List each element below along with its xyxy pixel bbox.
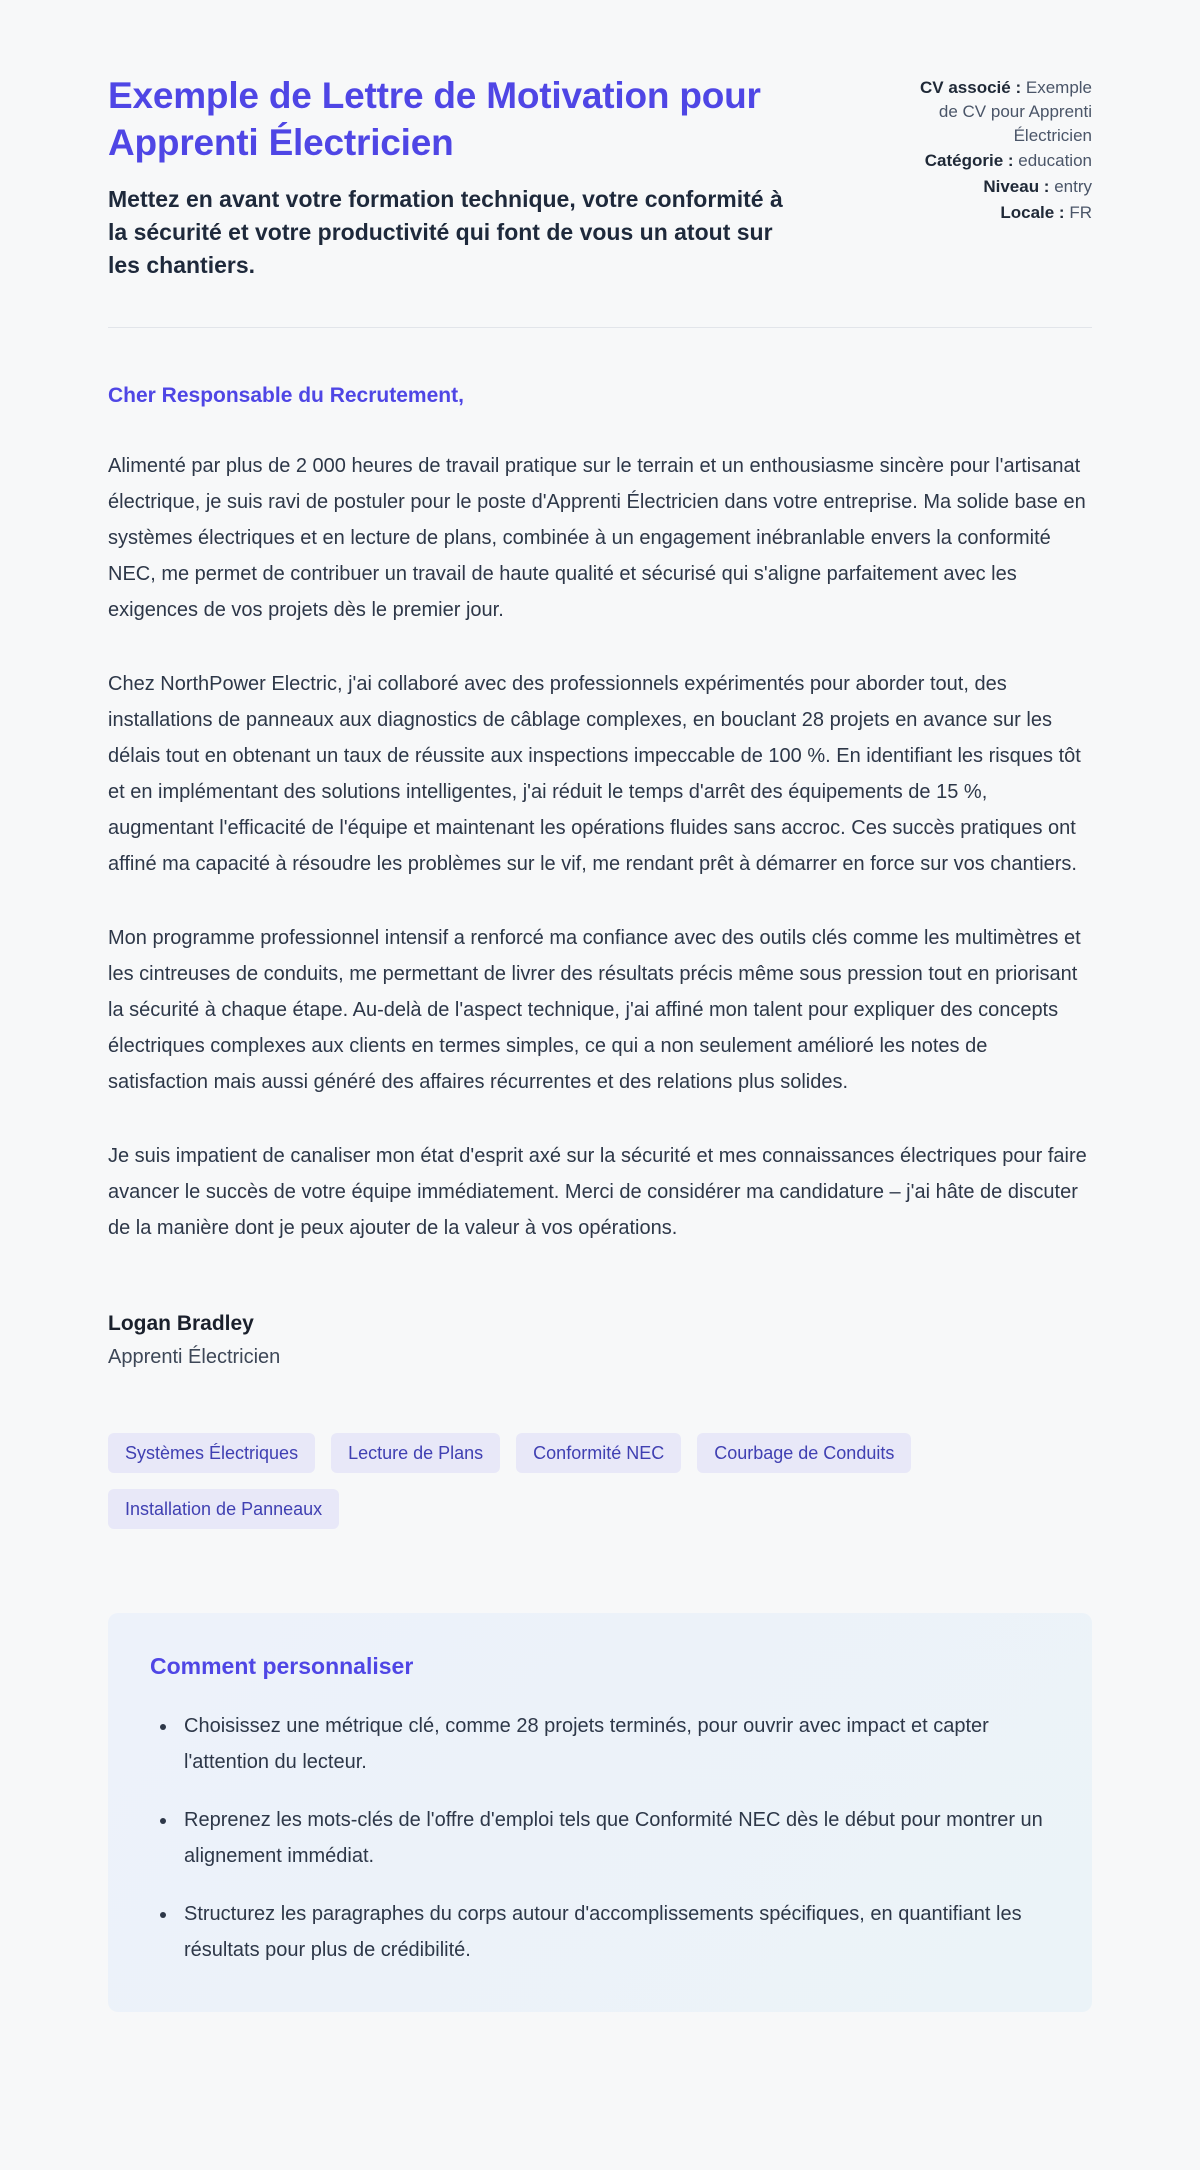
skill-tags xyxy=(108,1433,1008,1529)
tips-title: Comment personnaliser xyxy=(150,1652,414,1679)
header xyxy=(108,72,1092,283)
letter-paragraph-4: Je suis impatient de canaliser mon état d'esprit axé sur la sécurité et mes connaissances électriques pour faire avancer le succès de votre équipe immédiatement. Merci de considérer ma candidature – j'ai hâte de discuter de la manière dont je peux ajouter de la valeur à vos opérations. xyxy=(108,1144,1087,1239)
meta-locale-label: Locale : xyxy=(1000,202,1065,222)
customization-tips-box xyxy=(108,1613,1092,2012)
skill-tag-conduit-bending[interactable]: Courbage de Conduits xyxy=(697,1433,911,1473)
signature-role: Apprenti Électricien xyxy=(108,1345,281,1368)
letter-body xyxy=(108,384,1092,2012)
meta-locale xyxy=(914,201,1092,225)
header-title-block xyxy=(108,72,808,283)
signature-block xyxy=(108,1312,1092,1369)
tips-list xyxy=(150,1708,1050,1968)
letter-paragraph-3: Mon programme professionnel intensif a renforcé ma confiance avec des outils clés comme les multimètres et les cintreuses de conduits, me permettant de livrer des résultats précis même sous pression tout en priorisant la sécurité à chaque étape. Au-delà de l'aspect technique, j'ai affiné mon talent pour expliquer des concepts électriques complexes aux clients en termes simples, ce qui a non seulement amélioré les notes de satisfaction mais aussi généré des affaires récurrentes et des relations plus solides. xyxy=(108,926,1081,1093)
meta-level-value: entry xyxy=(1054,177,1092,197)
page-title: Exemple de Lettre de Motivation pour Apprenti Électricien xyxy=(108,75,761,164)
tip-item-2: • Reprenez les mots-clés de l'offre d'emploi tels que Conformité NEC dès le début pour montrer un alignement immédiat. xyxy=(178,1802,1050,1874)
page-subtitle: Mettez en avant votre formation technique, votre conformité à la sécurité et votre productivité qui font de vous un atout sur les chantiers. xyxy=(108,185,783,279)
meta-locale-value: FR xyxy=(1069,202,1092,222)
meta-level xyxy=(914,175,1092,199)
meta-associated-cv xyxy=(914,76,1092,147)
meta-cv-value: Exemple de CV pour Apprenti Électricien xyxy=(938,78,1092,145)
meta-cv-label: CV associé : xyxy=(920,78,1022,97)
meta-panel xyxy=(914,72,1092,227)
skill-tag-blueprint-reading[interactable]: Lecture de Plans xyxy=(331,1433,500,1473)
header-divider xyxy=(108,327,1092,328)
meta-category-label: Catégorie : xyxy=(924,151,1014,171)
skill-tag-nec-compliance[interactable]: Conformité NEC xyxy=(516,1433,681,1473)
skill-tag-electrical-systems[interactable]: Systèmes Électriques xyxy=(108,1433,315,1473)
tip-item-1: • Choisissez une métrique clé, comme 28 projets terminés, pour ouvrir avec impact et capter l'attention du lecteur. xyxy=(178,1708,1050,1780)
signature-name: Logan Bradley xyxy=(108,1311,254,1335)
letter-paragraph-2: Chez NorthPower Electric, j'ai collaboré avec des professionnels expérimentés pour aborder tout, des installations de panneaux aux diagnostics de câblage complexes, en bouclant 28 projets en avance sur les délais tout en obtenant un taux de réussite aux inspections impeccable de 100 %. En identifiant les risques tôt et en implémentant des solutions intelligentes, j'ai réduit le temps d'arrêt des équipements de 15 %, augmentant l'efficacité de l'équipe et maintenant les opérations fluides sans accroc. Ces succès pratiques ont affiné ma capacité à résoudre les problèmes sur le vif, me rendant prêt à démarrer en force sur vos chantiers. xyxy=(108,672,1081,875)
meta-level-label: Niveau : xyxy=(983,177,1050,197)
letter-paragraph-1: Alimenté par plus de 2 000 heures de travail pratique sur le terrain et un enthousiasme sincère pour l'artisanat électrique, je suis ravi de postuler pour le poste d'Apprenti Électricien dans votre entreprise. Ma solide base en systèmes électriques et en lecture de plans, combinée à un engagement inébranlable envers la conformité NEC, me permet de contribuer un travail de haute qualité et sécurisé qui s'aligne parfaitement avec les exigences de vos projets dès le premier jour. xyxy=(108,454,1086,621)
meta-category xyxy=(914,149,1092,173)
letter-salutation: Cher Responsable du Recrutement, xyxy=(108,383,464,407)
meta-category-value: education xyxy=(1018,151,1092,171)
tip-item-3: • Structurez les paragraphes du corps autour d'accomplissements spécifiques, en quantifiant les résultats pour plus de crédibilité. xyxy=(178,1896,1050,1968)
skill-tag-panel-installation[interactable]: Installation de Panneaux xyxy=(108,1489,339,1529)
